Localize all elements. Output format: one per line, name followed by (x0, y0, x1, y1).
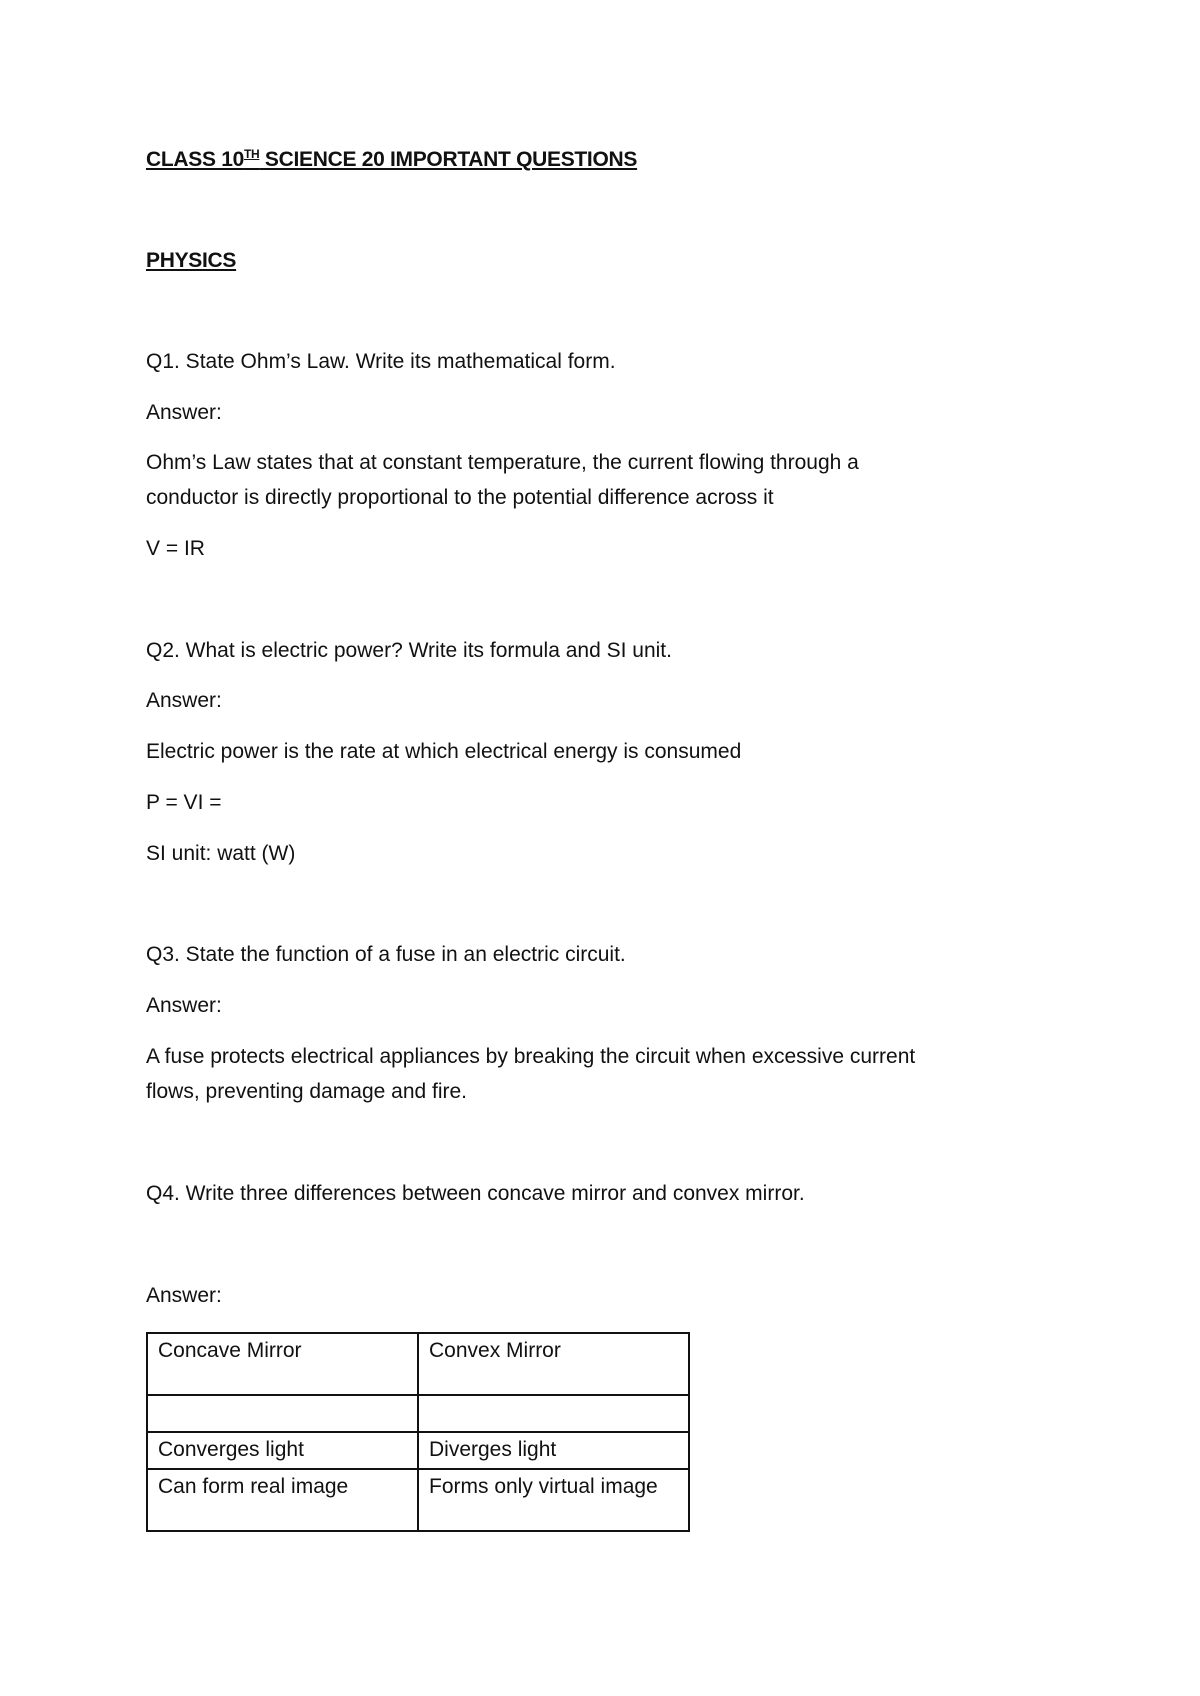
q3-answer-line-1: A fuse protects electrical appliances by breaking the circuit when excessive current (146, 1045, 916, 1068)
table-header-cell: Concave Mirror (147, 1333, 418, 1395)
q2-formula: P = VI = (146, 791, 222, 814)
table-header-cell: Convex Mirror (418, 1333, 689, 1395)
table-row (147, 1432, 689, 1469)
document-title (146, 143, 637, 177)
q1-answer-line-1: Ohm’s Law states that at constant temperature, the current flowing through a (146, 451, 859, 474)
q1-question: Q1. State Ohm’s Law. Write its mathematical form. (146, 350, 616, 373)
table-cell: Converges light (147, 1432, 418, 1469)
mirror-comparison-table (146, 1332, 690, 1532)
q3-question: Q3. State the function of a fuse in an electric circuit. (146, 943, 626, 966)
q4-question: Q4. Write three differences between concave mirror and convex mirror. (146, 1182, 805, 1205)
table-cell (418, 1395, 689, 1432)
q1-answer-label: Answer: (146, 401, 222, 424)
table-row (147, 1395, 689, 1432)
q2-answer-label: Answer: (146, 689, 222, 712)
q2-question: Q2. What is electric power? Write its formula and SI unit. (146, 639, 672, 662)
table-cell: Can form real image (147, 1469, 418, 1531)
q2-answer: Electric power is the rate at which electrical energy is consumed (146, 740, 742, 763)
table-cell: Diverges light (418, 1432, 689, 1469)
table-row (147, 1469, 689, 1531)
q1-answer-line-2: conductor is directly proportional to the potential difference across it (146, 486, 774, 509)
q1-formula: V = IR (146, 537, 205, 560)
title-suffix: SCIENCE 20 IMPORTANT QUESTIONS (259, 148, 638, 171)
q2-unit: SI unit: watt (W) (146, 842, 296, 865)
title-prefix: CLASS 10 (146, 148, 244, 171)
table-cell: Forms only virtual image (418, 1469, 689, 1531)
q3-answer-label: Answer: (146, 994, 222, 1017)
section-heading-physics: PHYSICS (146, 249, 237, 272)
q4-answer-label: Answer: (146, 1284, 222, 1307)
table-header-row (147, 1333, 689, 1395)
title-superscript: TH (243, 147, 260, 161)
table-cell (147, 1395, 418, 1432)
q3-answer-line-2: flows, preventing damage and fire. (146, 1080, 468, 1103)
